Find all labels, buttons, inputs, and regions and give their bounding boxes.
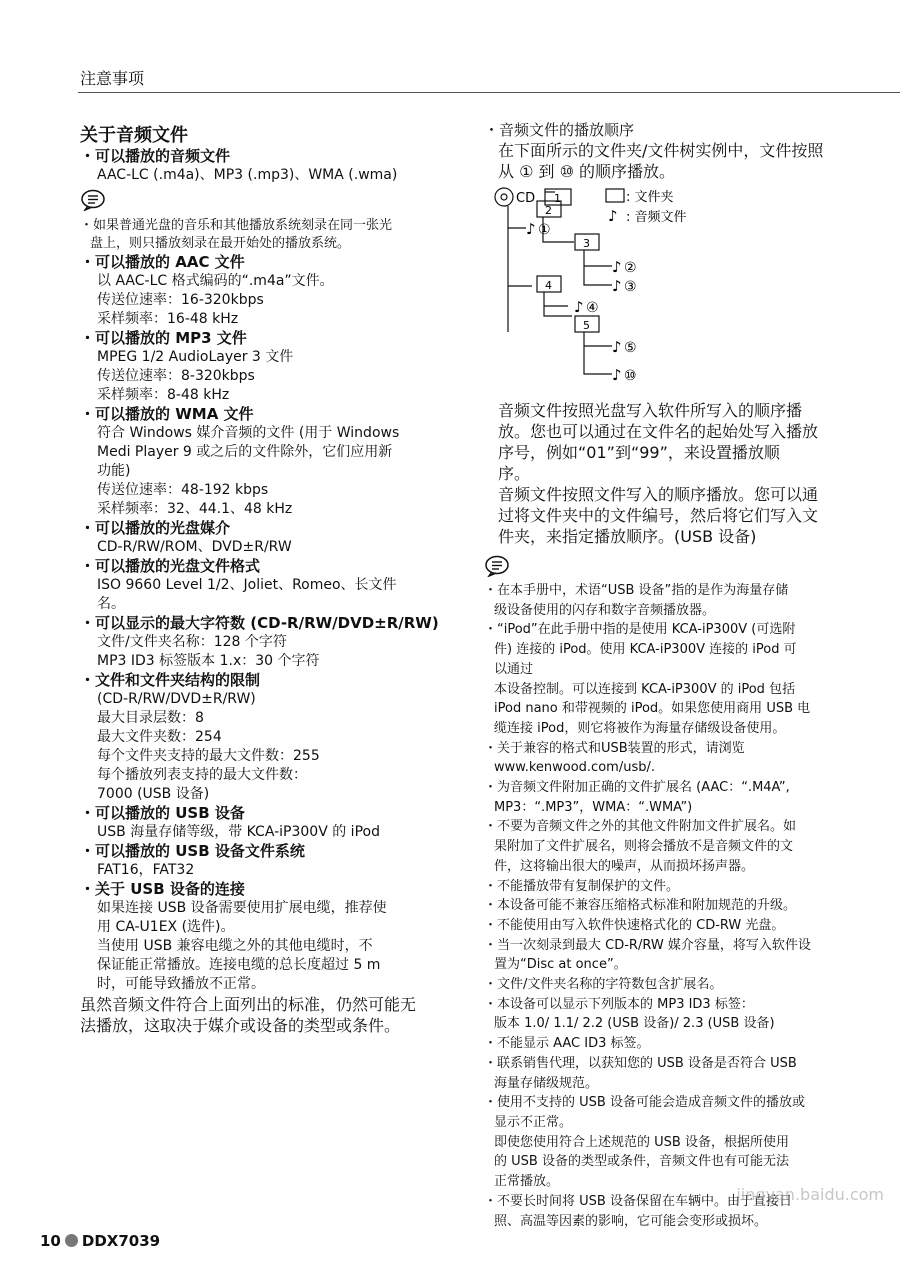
- folder-number: 2: [545, 204, 552, 217]
- note-line: www.kenwood.com/usb/.: [494, 760, 655, 776]
- model-name: DDX7039: [81, 1232, 161, 1250]
- file-number: ⑩: [624, 368, 637, 384]
- music-note-icon: ♪: [612, 258, 622, 276]
- cd-disc-hole: [501, 194, 507, 200]
- body-line: MPEG 1/2 AudioLayer 3 文件: [97, 349, 294, 365]
- note-line: 的 USB 设备的类型或条件，音频文件也有可能无法: [494, 1154, 789, 1170]
- right-notes: [484, 581, 864, 1231]
- item-heading: ・可以播放的 WMA 文件: [80, 405, 254, 423]
- music-note-icon: ♪: [612, 338, 622, 356]
- note-line: 本设备控制。可以连接到 KCA-iP300V 的 iPod 包括: [494, 681, 796, 697]
- note-line: 级设备使用的闪存和数字音频播放器。: [494, 602, 716, 618]
- body-line: 采样频率：16-48 kHz: [97, 311, 239, 327]
- note-line: iPod nano 和带视频的 iPod。如果您使用商用 USB 电: [494, 701, 811, 717]
- footer: [40, 1232, 160, 1250]
- item-heading: ・可以播放的 AAC 文件: [80, 253, 245, 271]
- item-heading: ・可以显示的最大字符数 (CD-R/RW/DVD±R/RW): [80, 614, 439, 632]
- body-line: 保证能正常播放。连接电缆的总长度超过 5 m: [97, 957, 381, 973]
- watermark: jingyan.baidu.com: [736, 1185, 884, 1204]
- cd-disc-icon: [495, 188, 513, 206]
- note-line: 以通过: [494, 661, 534, 677]
- page-number: 10: [40, 1232, 61, 1250]
- item-heading: ・可以播放的光盘文件格式: [80, 557, 261, 575]
- note-line: ・不要为音频文件之外的其他文件附加文件扩展名。如: [484, 819, 797, 835]
- folder-number: 4: [545, 279, 552, 292]
- tree-line: [584, 332, 612, 374]
- order-intro-line: 从 ① 到 ⑩ 的顺序播放。: [498, 162, 676, 181]
- note-line: ・关于兼容的格式和USB装置的形式，请浏览: [484, 740, 745, 756]
- note-line: 即使您使用符合上述规范的 USB 设备，根据所使用: [494, 1134, 789, 1150]
- note-line: 盘上，则只播放刻录在最开始处的播放系统。: [90, 236, 351, 251]
- item-heading: ・可以播放的光盘媒介: [80, 519, 231, 537]
- body-line: 符合 Windows 媒介音频的文件 (用于 Windows: [97, 425, 400, 441]
- item-heading: ・可以播放的 USB 设备文件系统: [80, 842, 305, 860]
- note-line: ・在本手册中，术语“USB 设备”指的是作为海量存储: [484, 583, 789, 598]
- legend-file-label: : 音频文件: [626, 210, 687, 225]
- item-heading: ・可以播放的 USB 设备: [80, 804, 245, 822]
- note-line: ・如果普通光盘的音乐和其他播放系统刻录在同一张光: [80, 218, 393, 233]
- folder-number: 1: [554, 192, 561, 205]
- note-line: ・不能显示 AAC ID3 标签。: [484, 1036, 650, 1052]
- note-speech-icon: [80, 189, 460, 215]
- header-divider: [78, 92, 900, 93]
- music-note-icon: ♪: [574, 298, 584, 316]
- note-line: MP3：“.MP3”，WMA：“.WMA”): [494, 799, 693, 815]
- body-line: 用 CA-U1EX (选件)。: [97, 919, 235, 935]
- body-line: 采样频率：32、44.1、48 kHz: [97, 501, 293, 517]
- note-line: ・文件/文件夹名称的字符数包含扩展名。: [484, 977, 723, 993]
- note-line: 正常播放。: [494, 1174, 560, 1190]
- legend-folder-icon: [606, 189, 624, 202]
- body-line: 采样频率：8-48 kHz: [97, 387, 230, 403]
- body-line: 名。: [97, 596, 125, 612]
- body-line: 如果连接 USB 设备需要使用扩展电缆，推荐使: [97, 900, 387, 916]
- note-line: 件，这将输出很大的噪声，从而损坏扬声器。: [494, 858, 755, 874]
- tree-line: [584, 250, 612, 285]
- body-line: 功能): [97, 463, 131, 479]
- section-title: 关于音频文件: [80, 125, 188, 146]
- body-line: AAC-LC (.m4a)、MP3 (.mp3)、WMA (.wma): [97, 167, 398, 183]
- item-heading: ・可以播放的音频文件: [80, 147, 231, 165]
- item-heading: ・文件和文件夹结构的限制: [80, 671, 261, 689]
- item-heading: ・可以播放的 MP3 文件: [80, 329, 247, 347]
- body-line: USB 海量存储等级，带 KCA-iP300V 的 iPod: [97, 824, 380, 840]
- para2-line: 过将文件夹中的文件编号，然后将它们写入文: [498, 506, 819, 525]
- body-line: 法播放，这取决于媒介或设备的类型或条件。: [80, 1016, 401, 1035]
- file-number: ④: [586, 300, 599, 316]
- file-number: ⑤: [624, 340, 637, 356]
- body-line: 传送位速率：16-320kbps: [97, 292, 264, 308]
- note-line: ・为音频文件附加正确的文件扩展名 (AAC：“.M4A”,: [484, 780, 790, 796]
- note-line: ・使用不支持的 USB 设备可能会造成音频文件的播放或: [484, 1095, 805, 1111]
- note-line: 置为“Disc at once”。: [494, 957, 627, 973]
- body-line: 以 AAC-LC 格式编码的“.m4a”文件。: [97, 273, 334, 289]
- body-line: 每个文件夹支持的最大文件数：255: [97, 748, 320, 764]
- music-note-icon: ♪: [526, 220, 536, 238]
- order-intro-line: 在下面所示的文件夹/文件树实例中，文件按照: [498, 141, 824, 160]
- note-speech-icon: [484, 555, 510, 577]
- note-line: 版本 1.0/ 1.1/ 2.2 (USB 设备)/ 2.3 (USB 设备): [494, 1016, 775, 1032]
- para2-line: 件夹，来指定播放顺序。(USB 设备): [498, 527, 757, 546]
- left-content: [80, 147, 460, 1036]
- note-line: 缆连接 iPod，则它将被作为海量存储级设备使用。: [494, 720, 786, 736]
- right-column: [484, 121, 864, 1231]
- body-line: Medi Player 9 或之后的文件除外，它们应用新: [97, 444, 393, 460]
- para1-line: 序。: [498, 464, 531, 483]
- note-line: ・联系销售代理，以获知您的 USB 设备是否符合 USB: [484, 1055, 797, 1071]
- note-icon: [484, 555, 864, 581]
- note-line: 照、高温等因素的影响，它可能会变形或损坏。: [494, 1213, 768, 1229]
- page-header-title: 注意事项: [80, 69, 145, 88]
- note-line: ・不能播放带有复制保护的文件。: [484, 878, 680, 894]
- body-line: 7000 (USB 设备): [97, 786, 210, 802]
- body-line: 最大目录层数：8: [97, 710, 204, 726]
- note-line: ・本设备可能不兼容压缩格式标准和附加规范的升级。: [484, 898, 797, 914]
- body-line: MP3 ID3 标签版本 1.x：30 个字符: [97, 653, 320, 669]
- legend-folder-label: : 文件夹: [626, 190, 674, 205]
- para1-line: 音频文件按照光盘写入软件所写入的顺序播: [498, 401, 803, 420]
- note-line: ・“iPod”在此手册中指的是使用 KCA-iP300V (可选附: [484, 622, 796, 638]
- folder-number: 5: [583, 319, 590, 332]
- file-number: ③: [624, 279, 637, 295]
- body-line: FAT16，FAT32: [97, 862, 195, 878]
- body-line: 传送位速率：8-320kbps: [97, 368, 255, 384]
- note-line: 显示不正常。: [494, 1114, 573, 1130]
- body-line: ISO 9660 Level 1/2、Joliet、Romeo、长文件: [97, 577, 397, 593]
- note-line: 海量存储级规范。: [494, 1075, 599, 1091]
- note-line: ・本设备可以显示下列版本的 MP3 ID3 标签：: [484, 996, 754, 1012]
- body-line: CD-R/RW/ROM、DVD±R/RW: [97, 539, 292, 555]
- note-line: ・不要长时间将 USB 设备保留在车辆中。由于直接日: [484, 1193, 792, 1209]
- body-line: 每个播放列表支持的最大文件数：: [97, 767, 307, 783]
- file-number: ①: [538, 222, 551, 238]
- music-note-icon: ♪: [612, 366, 622, 384]
- music-note-icon: ♪: [612, 277, 622, 295]
- para1-line: 序号，例如“01”到“99”，来设置播放顺: [498, 443, 780, 462]
- body-line: 当使用 USB 兼容电缆之外的其他电缆时，不: [97, 938, 373, 954]
- body-line: 文件/文件夹名称：128 个字符: [97, 634, 287, 650]
- folder-tree-diagram: [484, 186, 784, 406]
- body-line: 最大文件夹数：254: [97, 729, 222, 745]
- note-line: ・当一次刻录到最大 CD-R/RW 媒介容量，将写入软件设: [484, 937, 811, 953]
- note-line: 果附加了文件扩展名，则将会播放不是音频文件的文: [494, 839, 794, 855]
- body-line: 虽然音频文件符合上面列出的标准，仍然可能无: [80, 995, 417, 1014]
- note-line: 件) 连接的 iPod。使用 KCA-iP300V 连接的 iPod 可: [494, 642, 797, 658]
- note-line: ・不能使用由写入软件快速格式化的 CD-RW 光盘。: [484, 917, 785, 933]
- tree-line: [544, 292, 572, 316]
- item-heading: ・关于 USB 设备的连接: [80, 880, 245, 898]
- order-title: ・音频文件的播放顺序: [484, 121, 635, 139]
- left-column: [80, 121, 460, 1036]
- para1-line: 放。您也可以通过在文件名的起始处写入播放: [498, 422, 819, 441]
- footer-dot-icon: [65, 1234, 78, 1247]
- folder-number: 3: [583, 237, 590, 250]
- file-number: ②: [624, 260, 637, 276]
- body-line: 时，可能导致播放不正常。: [97, 976, 265, 992]
- cd-label: CD: [516, 191, 536, 206]
- body-line: (CD-R/RW/DVD±R/RW): [97, 691, 256, 707]
- legend-music-note-icon: ♪: [608, 207, 618, 225]
- body-line: 传送位速率：48-192 kbps: [97, 482, 269, 498]
- para2-line: 音频文件按照文件写入的顺序播放。您可以通: [498, 485, 819, 504]
